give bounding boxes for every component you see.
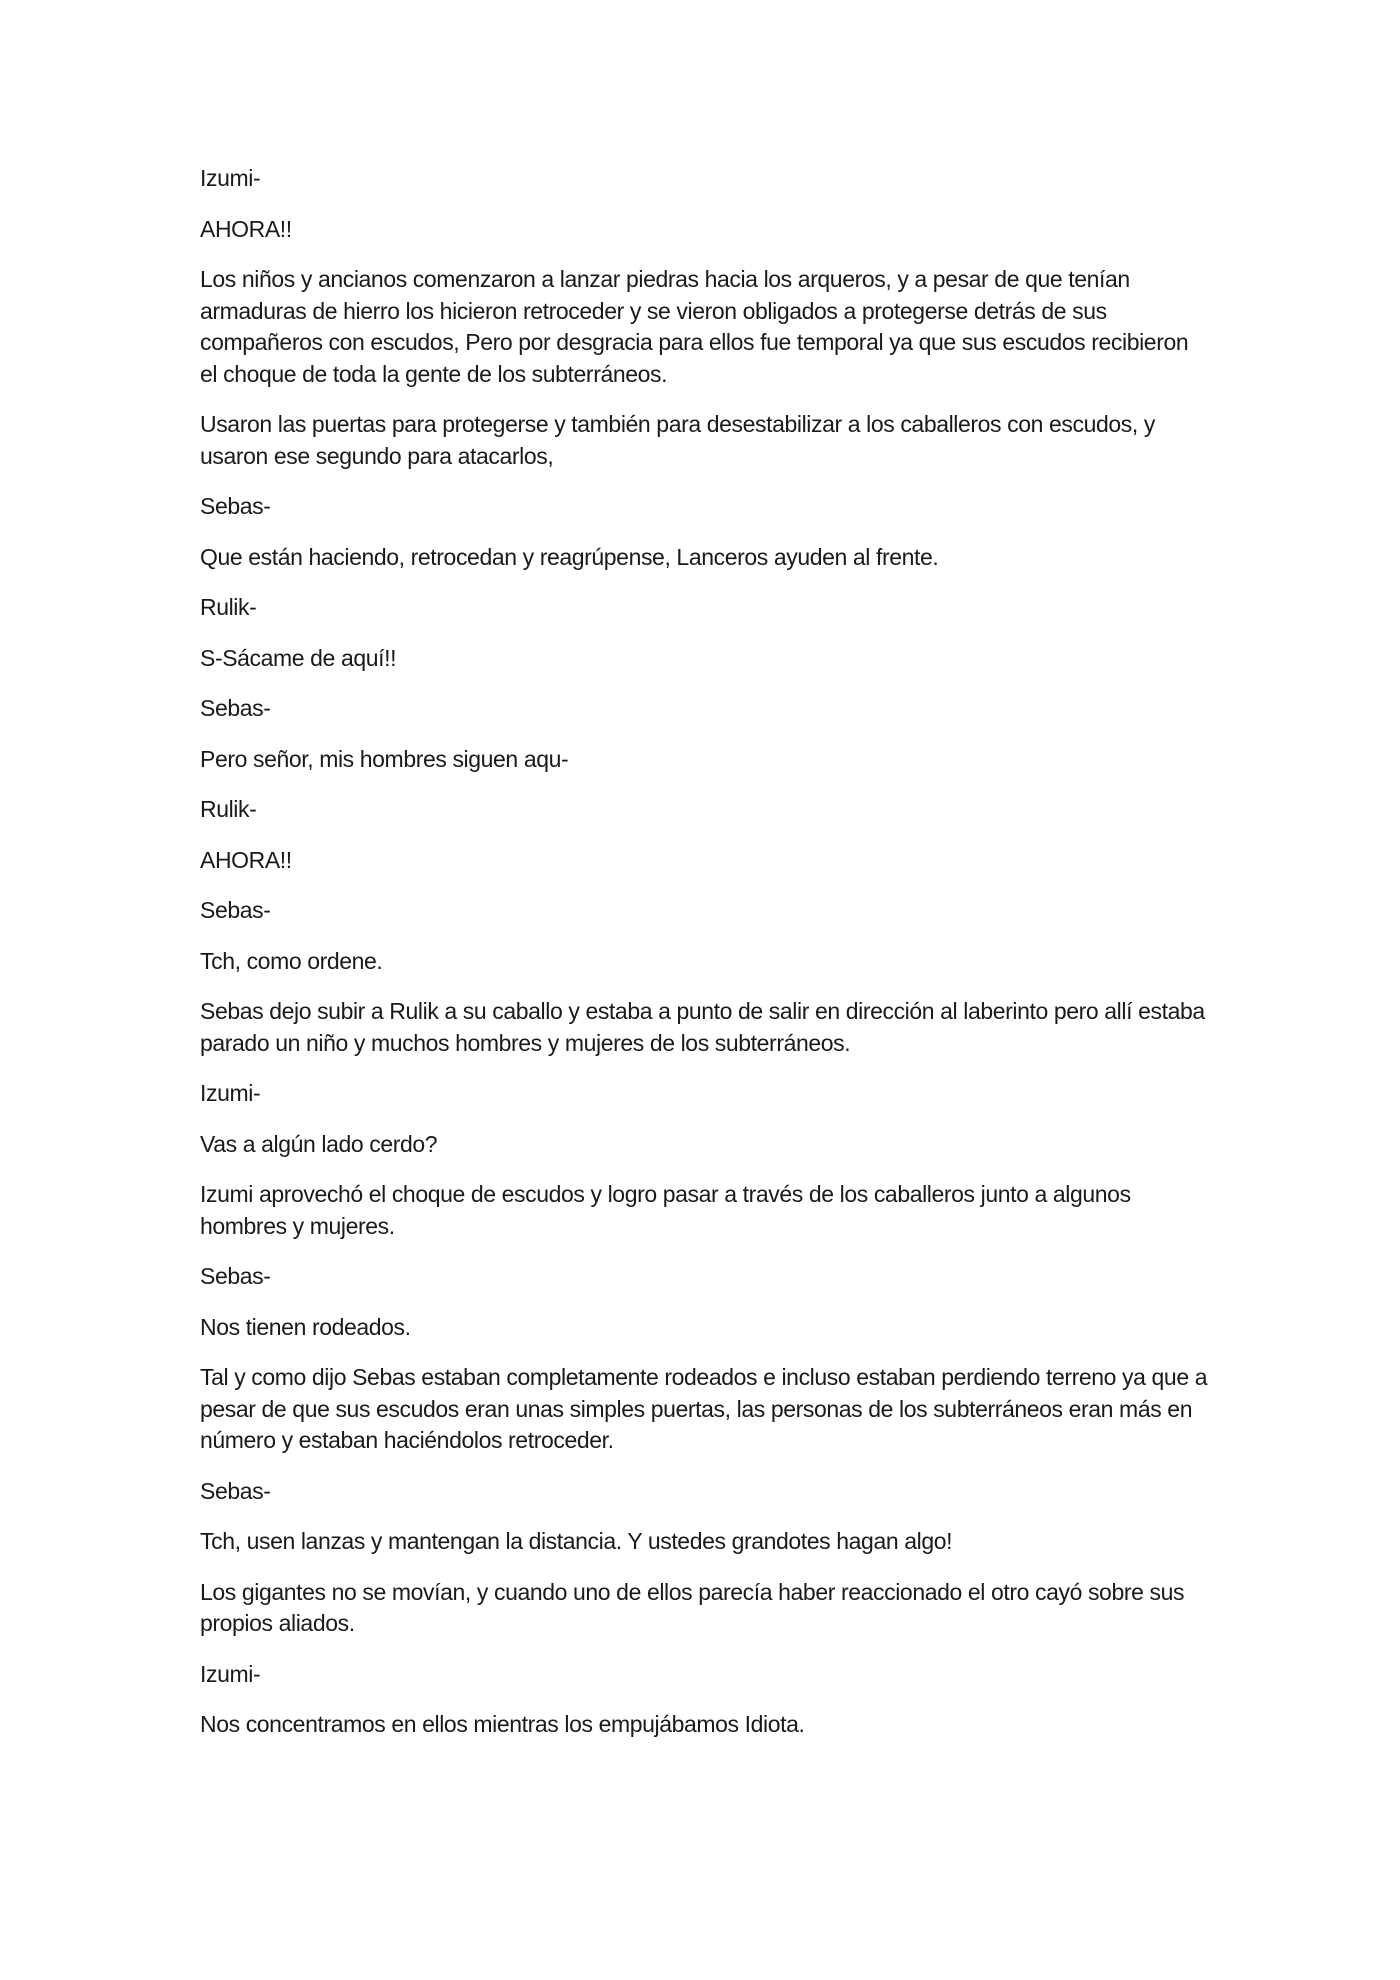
dialogue-line: S-Sácame de aquí!! xyxy=(200,644,397,671)
speaker-label: Sebas- xyxy=(200,493,271,519)
narration-paragraph: Tal y como dijo Sebas estaban completamente rodeados e incluso estaban perdiendo terreno ya que a pesar de que sus escudos eran unas simples puertas, las personas de los subterráneos eran más en número y estaban haciéndolos retroceder. xyxy=(200,1364,1208,1453)
dialogue-line: Nos tienen rodeados. xyxy=(200,1313,411,1340)
speaker-label: Sebas- xyxy=(200,1477,271,1504)
dialogue-line: Tch, usen lanzas y mantengan la distancia. Y ustedes grandotes hagan algo! xyxy=(200,1528,953,1554)
speaker-label: Izumi- xyxy=(200,1660,261,1687)
dialogue-line: Tch, como ordene. xyxy=(200,947,383,974)
narration-paragraph: Los niños y ancianos comenzaron a lanzar piedras hacia los arqueros, y a pesar de que tenían armaduras de hierro los hicieron retroceder y se vieron obligados a protegerse detrás de sus compañeros con escudos, Pero por desgracia para ellos fue temporal ya que sus escudos recibieron el choque de toda la gente de los subterráneos. xyxy=(200,266,1189,387)
dialogue-line: Vas a algún lado cerdo? xyxy=(200,1130,438,1157)
speaker-label: Sebas- xyxy=(200,897,271,923)
dialogue-line: AHORA!! xyxy=(200,215,292,242)
dialogue-line: Nos concentramos en ellos mientras los empujábamos Idiota. xyxy=(200,1711,805,1737)
dialogue-line: AHORA!! xyxy=(200,846,292,873)
speaker-label: Sebas- xyxy=(200,695,271,721)
speaker-label: Izumi- xyxy=(200,165,261,191)
speaker-label: Rulik- xyxy=(200,796,257,822)
document-body xyxy=(200,163,1210,1760)
narration-paragraph: Izumi aprovechó el choque de escudos y logro pasar a través de los caballeros junto a algunos hombres y mujeres. xyxy=(200,1181,1131,1239)
narration-paragraph: Sebas dejo subir a Rulik a su caballo y estaba a punto de salir en dirección al laberinto pero allí estaba parado un niño y muchos hombres y mujeres de los subterráneos. xyxy=(200,998,1205,1056)
speaker-label: Izumi- xyxy=(200,1080,261,1106)
speaker-label: Rulik- xyxy=(200,594,257,620)
narration-paragraph: Los gigantes no se movían, y cuando uno de ellos parecía haber reaccionado el otro cayó sobre sus propios aliados. xyxy=(200,1578,1185,1636)
narration-paragraph: Usaron las puertas para protegerse y también para desestabilizar a los caballeros con escudos, y usaron ese segundo para atacarlos, xyxy=(200,411,1155,469)
dialogue-line: Que están haciendo, retrocedan y reagrúpense, Lanceros ayuden al frente. xyxy=(200,543,939,570)
speaker-label: Sebas- xyxy=(200,1263,271,1289)
dialogue-line: Pero señor, mis hombres siguen aqu- xyxy=(200,745,569,772)
